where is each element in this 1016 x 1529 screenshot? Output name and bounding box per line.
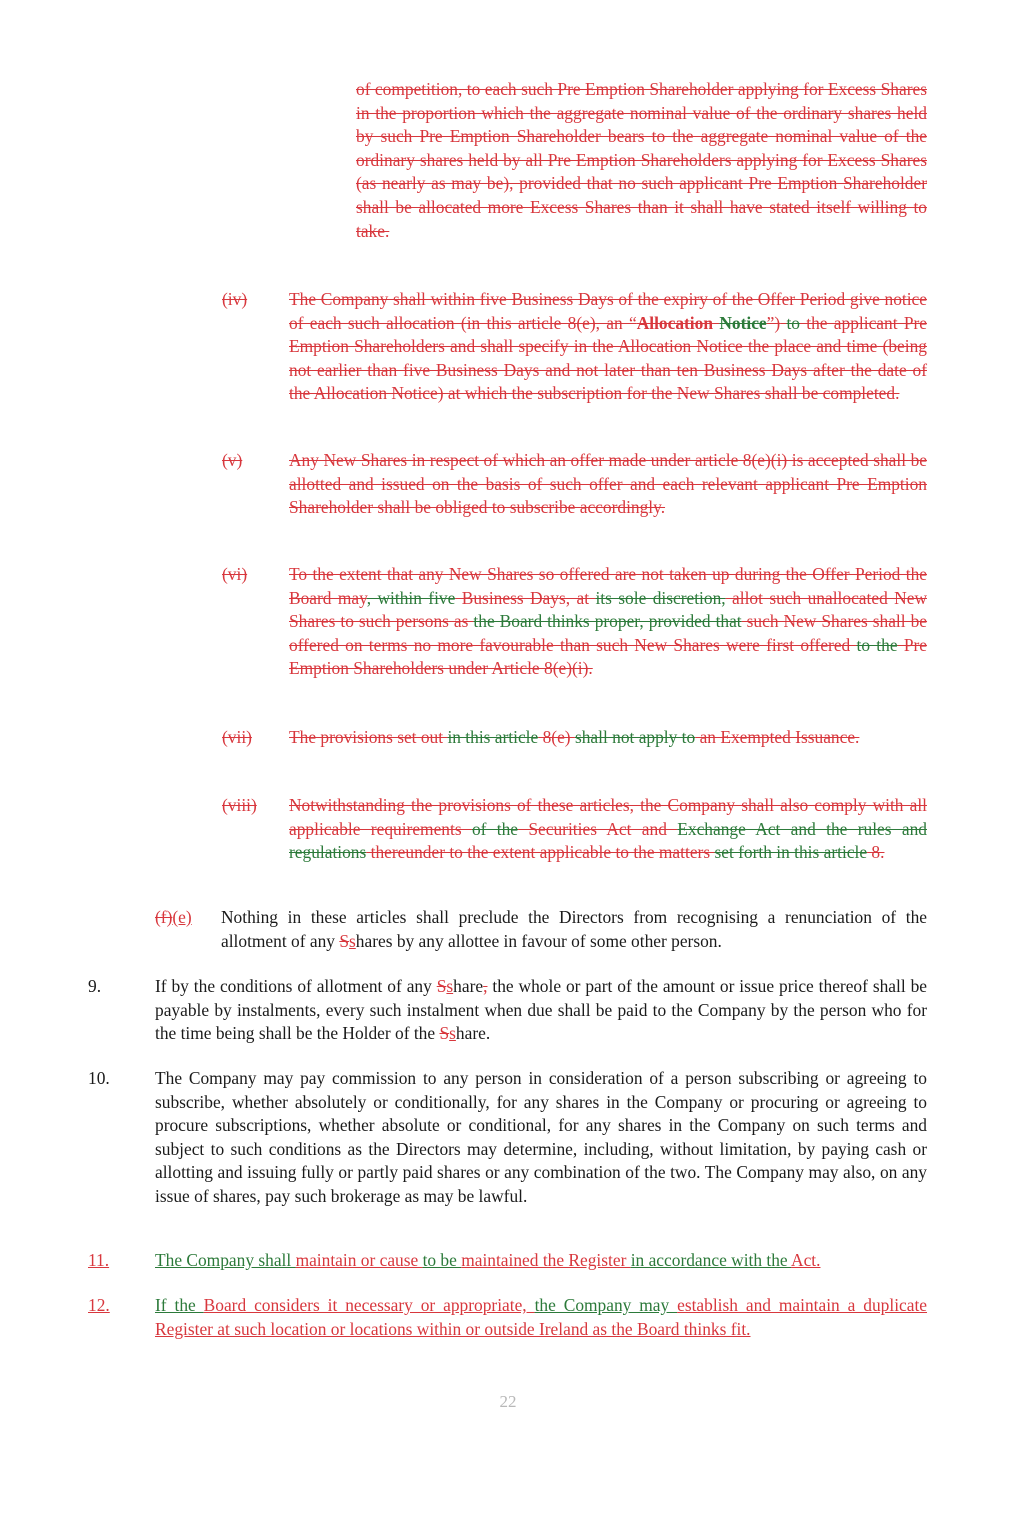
article-9-text: If by the conditions of allotment of any Sshare, the whole or part of the amount or issue price thereof shall be payable by instalments, every such instalment when due shall be paid to the Company by the person who for the time being shall be the Holder of the Sshare. [155, 976, 927, 1044]
page-number: 22 [499, 1392, 517, 1411]
para-e-text: Nothing in these articles shall preclude the Directors from recognising a renunciation of the allotment of any Sshares by any allottee in favour of some other person. [221, 907, 927, 951]
article-12-text: If the Board considers it necessary or appropriate, the Company may establish and maintain a duplicate Register at such location or locations within or outside Ireland as the Board thinks fit. [155, 1295, 928, 1339]
para-vi-text: To the extent that any New Shares so offered are not taken up during the Offer Period the Board may, within five Business Days, at its sole discretion, allot such unallocated New Shares to such persons as the Board thinks proper, provided that such New Shares shall be offered on terms no more favourable than such New Shares were first offered to the Pre Emption Shareholders under Article 8(e)(i). [289, 564, 928, 679]
para-vi-number: (vi) [222, 564, 248, 584]
para-v-number: (v) [222, 450, 243, 470]
article-12-number: 12. [88, 1295, 110, 1315]
para-viii-text: Notwithstanding the provisions of these articles, the Company shall also comply with all applicable requirements of the Securities Act and Exchange Act and the rules and regulations thereunder to the extent applicable to the matters set forth in this article 8. [289, 795, 927, 863]
para-vii-number: (vii) [222, 727, 252, 747]
article-11-number: 11. [88, 1250, 110, 1270]
para-vii-text: The provisions set out in this article 8(e) shall not apply to an Exempted Issuance. [289, 727, 860, 747]
para-viii-number: (viii) [222, 795, 257, 815]
article-11-text: The Company shall maintain or cause to be maintained the Register in accordance with the Act. [155, 1250, 821, 1270]
para-iii-continuation: of competition, to each such Pre Emption Shareholder applying for Excess Shares in the proportion which the aggregate nominal value of the ordinary shares held by such Pre Emption Shareholder bears to the aggregate nominal value of the ordinary shares held by all Pre Emption Shareholders applying for Excess Shares (as nearly as may be), provided that no such applicant Pre Emption Shareholder shall be allocated more Excess Shares than it shall have stated itself willing to take. [356, 79, 927, 241]
para-iv-number: (iv) [222, 289, 248, 309]
article-10-number: 10. [88, 1068, 110, 1088]
para-e-number: (f)(e) [155, 907, 192, 927]
article-9-number: 9. [88, 976, 102, 996]
para-iv-text: The Company shall within five Business Days of the expiry of the Offer Period give notice of each such allocation (in this article 8(e), an “Allocation Notice”) to the applicant Pre Emption Shareholders and shall specify in the Allocation Notice the place and time (being not earlier than five Business Days and not later than ten Business Days after the date of the Allocation Notice) at which the subscription for the New Shares shall be completed. [289, 289, 927, 404]
article-10-text: The Company may pay commission to any person in consideration of a person subscribing or agreeing to subscribe, whether absolutely or conditionally, for any shares in the Company or procuring or agreeing to procure subscriptions, whether absolute or conditional, for any shares in the Company on such terms and subject to such conditions as the Directors may determine, including, without limitation, by paying cash or allotting and issuing fully or partly paid shares or any combination of the two. The Company may also, on any issue of shares, pay such brokerage as may be lawful. [155, 1068, 927, 1206]
para-v-text: Any New Shares in respect of which an offer made under article 8(e)(i) is accepted shall be allotted and issued on the basis of such offer and each relevant applicant Pre Emption Shareholder shall be obliged to subscribe accordingly. [289, 450, 927, 518]
